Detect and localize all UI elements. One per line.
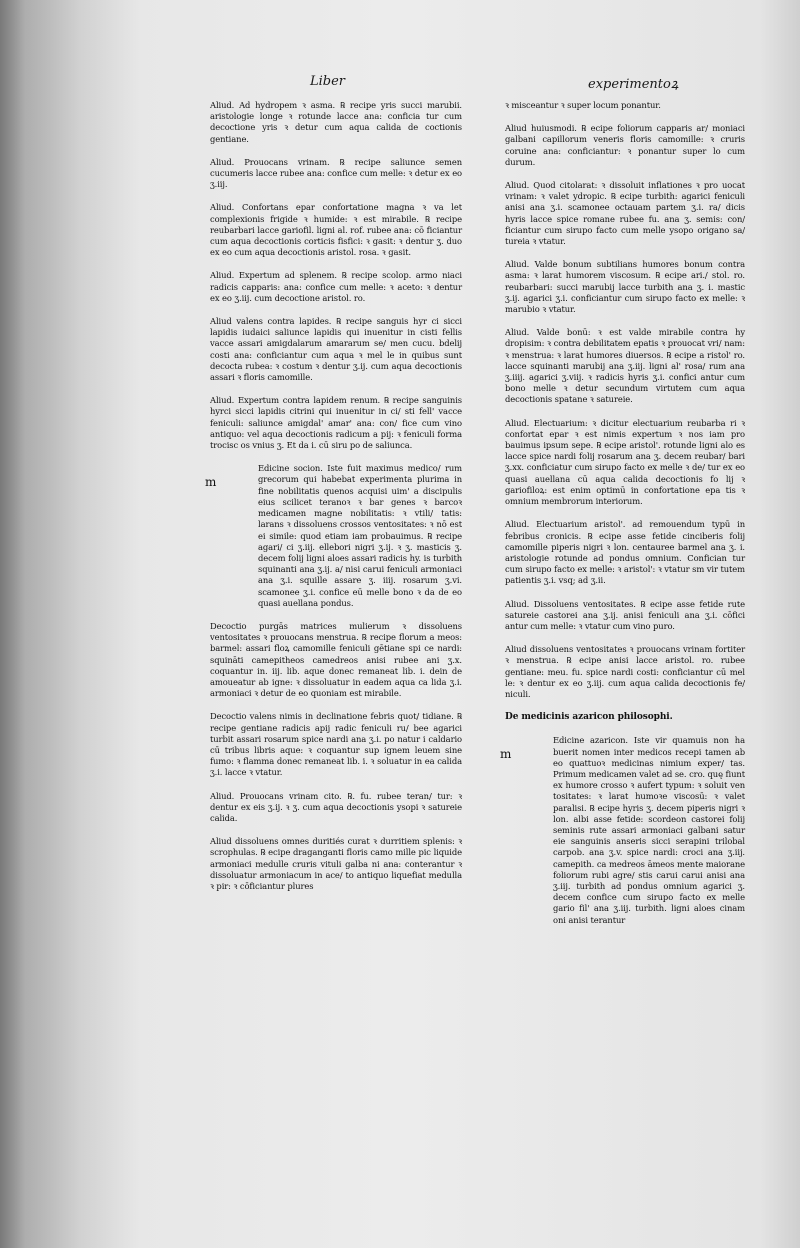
recipe-paragraph: ꝛ misceantur ꝛ super locum ponantur.: [505, 100, 661, 110]
recipe-paragraph: Aliud dissoluens ventositates ꝛ prouocans vrinam fortiter ꝛ menstrua. ℞ ecipe anisi lacce aristol. ro. rubee gentiane: meu. fu. spice nardi costi: conficiantur cū mel le: ꝛ dentur ex eo ʒ.iij. cum aqua calida decoctionis fe/ niculi.: [505, 644, 745, 699]
dropcap-guide-letter: m: [500, 747, 512, 762]
section-opening-paragraph: Edicine azaricon. Iste vir quamuis non ha buerit nomen inter medicos recepi tamen ab eo quattuoꝛ medicinas nimium exper/ tas. Primum medicamen valet ad se. cro. quę fiunt ex humore crosso ꝛ aufert typum: ꝛ soluit ven tositates: ꝛ larat humoꝛe viscosū: ꝛ valet paralisi. ℞ ecipe hyris ʒ. decem piperis nigri ꝛ lon. albi asse fetide: scordeon castorei folij seminis rute assari armoniaci galbani satur eie sanguinis anseris sicci serapini trilobal carpob. ana ʒ.v. spice nardi: croci ana ʒ.iij. camepith. ca medreos āmeos mente maiorane foliorum rubi agre/ stis carui carui anisi ana ʒ.iij. turbith ad pondus omnium agarici ʒ. decem confice cum sirupo facto ex melle gario fil' ana ʒ.iij. turbith. ligni aloes cinam oni anisi terantur: [553, 735, 745, 925]
recipe-paragraph: Decoctio purgās matrices mulierum ꝛ dissoluens ventositates ꝛ prouocans menstrua. ℞ recipe florum a meos: barmel: assari floꝝ camomille feniculi gētiane spi ce nardi: squināti camepitheos camedreos anisi rubee ani ʒ.x. coquantur in. iij. lib. aque donec remaneat lib. i. dein de amoueatur ab igne: ꝛ dissoluatur in eadem aqua ca lida ʒ.i. armoniaci ꝛ detur de eo quoniam est mirabile.: [210, 620, 462, 699]
recipe-paragraph: Aliud. Dissoluens ventositates. ℞ ecipe asse fetide rute satureie castorei ana ʒ.ij. anisi feniculi ana ʒ.i. cōfici antur cum melle: ꝛ vtatur cum vino puro.: [505, 598, 745, 631]
dropcap-section: [205, 463, 462, 609]
recipe-paragraph: Decoctio valens nimis in declinatione febris quot/ tidiane. ℞ recipe gentiane radicis apij radic feniculi ru/ bee agarici turbit assari rosarum spice nardi ana ʒ.i. po natur i caldario cū tribus libris aque: ꝛ coquantur sup ignem leuem sine fumo: ꝛ flamma donec remaneat lib. i. ꝛ soluatur in ea calida ʒ.i. lacce ꝛ vtatur.: [210, 711, 462, 778]
section-opening-paragraph: Edicine socion. Iste fuit maximus medico/ rum grecorum qui habebat experimenta plurima in fine nobilitatis quenos acquisi uim' a discipulis eius scilicet teranoꝛ ꝛ bar genes ꝛ barcoꝛ medicamen magne nobilitatis: ꝛ vtili/ tatis: larans ꝛ dissoluens crossos ventositates: ꝛ nō est ei simile: quod etiam iam probauimus. ℞ recipe agari/ ci ʒ.iij. ellebori nigri ʒ.ij. ꝛ ʒ. masticis ʒ. decem folij ligni aloes assari radicis hy. is turbith squinanti ana ʒ.ij. a/ nisi carui feniculi armoniaci ana ʒ.i. squille assare ʒ. iiij. rosarum ʒ.vi. scamonee ʒ.i. confice eū melle bono ꝛ da de eo quasi auellana pondus.: [258, 463, 462, 608]
recipe-paragraph: Aliud. Electuarium: ꝛ dicitur electuarium reubarba ri ꝛ confortat epar ꝛ est nimis expertum ꝛ nos iam pro bauimus ipsum sepe. ℞ ecipe aristol'. rotunde ligni alo es lacce spice nardi folij rosarum ana ʒ. decem reubar/ bari ʒ.xx. conficiatur cum sirupo facto ex melle ꝛ de/ tur ex eo quasi auellana cū aqua calida decoctionis fo lij ꝛ gariofiloꝝ: est enim optimū in confortatione epa tis ꝛ omnium membrorum interiorum.: [505, 417, 745, 507]
dropcap-section: [500, 735, 745, 925]
right-column: [500, 100, 745, 938]
recipe-paragraph: Aliud. Expertum ad splenem. ℞ recipe scolop. armo niaci radicis capparis: ana: confice cum melle: ꝛ aceto: ꝛ dentur ex eo ʒ.iij. cum decoctione aristol. ro.: [210, 270, 462, 303]
section-title: De medicinis azaricon philosophi.: [505, 712, 673, 723]
recipe-paragraph: Aliud. Prouocans vrinam cito. ℞. fu. rubee teran/ tur: ꝛ dentur ex eis ʒ.ij. ꝛ ʒ. cum aqua decoctionis ysopi ꝛ satureie calida.: [210, 790, 462, 823]
recipe-paragraph: Aliud. Prouocans vrinam. ℞ recipe saliunce semen cucumeris lacce rubee ana: confice cum melle: ꝛ detur ex eo ʒ.iij.: [210, 156, 462, 190]
recipe-paragraph: Aliud huiusmodi. ℞ ecipe foliorum capparis ar/ moniaci galbani capillorum veneris floris camomille: ꝛ cruris coruine ana: conficiantur: ꝛ ponantur super lo cum durum.: [505, 123, 745, 167]
dropcap-guide-letter: m: [205, 475, 217, 490]
recipe-paragraph: Aliud. Electuarium aristol'. ad remouendum typū in febribus cronicis. ℞ ecipe asse fetide cinciberis folij camomille piperis nigri ꝛ lon. centauree barmel ana ʒ. i. aristologie rotunde ad pondus omnium. Confician tur cum sirupo facto ex melle: ꝛ aristol': ꝛ vtatur sm vir tutem patientis ʒ.i. vsq; ad ʒ.ii.: [505, 519, 745, 586]
running-head-right: experimentoꝝ: [588, 77, 679, 92]
recipe-paragraph: Aliud. Valde bonū: ꝛ est valde mirabile contra hy dropisim: ꝛ contra debilitatem epatis ꝛ prouocat vri/ nam: ꝛ menstrua: ꝛ larat humores diuersos. ℞ ecipe a ristol' ro. lacce squinanti marubij ana ʒ.iij. ligni al' rosa/ rum ana ʒ.iiij. agarici ʒ.viij. ꝛ radicis hyris ʒ.i. confici antur cum bono melle ꝛ detur secundum virtutem cum aqua decoctionis spatane ꝛ satureie.: [505, 327, 745, 405]
left-column: [205, 100, 462, 904]
running-head-left: Liber: [310, 74, 346, 89]
page-gutter-shadow: [0, 0, 140, 1248]
recipe-paragraph: Aliud dissoluens omnes duritiés curat ꝛ durritiem splenis: ꝛ scrophulas. ℞ ecipe draganganti floris camo mille pic liquide armoniaci medulle cruris vituli galba ni ana: conterantur ꝛ dissoluatur armoniacum in ace/ to antiquo liquefiat medulla ꝛ pir: ꝛ cōficiantur plures: [210, 836, 462, 891]
recipe-paragraph: Aliud. Confortans epar confortatione magna ꝛ va let complexionis frigide ꝛ humide: ꝛ est mirabile. ℞ recipe reubarbari lacce gariofil. ligni al. rof. rubee ana: cō ficiantur cum aqua decoctionis corticis fisfici: ꝛ gasit: ꝛ dentur ʒ. duo ex eo cum aqua decoctionis aristol. rosa. ꝛ gasit.: [210, 202, 462, 258]
recipe-paragraph: Aliud. Valde bonum subtilians humores bonum contra asma: ꝛ larat humorem viscosum. ℞ ecipe ari./ stol. ro. reubarbari: succi marubij lacce turbith ana ʒ. i. mastic ʒ.ij. agarici ʒ.i. conficiantur cum sirupo facto ex melle: ꝛ marubio ꝛ vtatur.: [505, 259, 745, 315]
recipe-paragraph: Aliud. Ad hydropem ꝛ asma. ℞ recipe yris succi marubii. aristologie longe ꝛ rotunde lacce ana: conficia tur cum decoctione yris ꝛ detur cum aqua calida de coctionis gentiane.: [210, 100, 462, 144]
recipe-paragraph: Aliud. Expertum contra lapidem renum. ℞ recipe sanguinis hyrci sicci lapidis citrini qui inuenitur in ci/ sti fell' vacce feniculi: saliunce amigdal' amar' ana: con/ fice cum vino antiquo: vel aqua decoctionis radicum a pij: ꝛ feniculi forma trocisc os vnius ʒ. Et da i. cū siru po de saliunca.: [210, 395, 462, 451]
recipe-paragraph: Aliud valens contra lapides. ℞ recipe sanguis hyr ci sicci lapidis iudaici saliunce lapidis qui inuenitur in cisti fellis vacce assari amigdalarum amararum se/ men cucu. bdelij costi ana: conficiantur cum aqua ꝛ mel le in quibus sunt decocta rubea: ꝛ costum ꝛ dentur ʒ.ij. cum aqua decoctionis assari ꝛ floris camomille.: [210, 316, 462, 383]
recipe-paragraph: Aliud. Quod citolarat: ꝛ dissoluit inflationes ꝛ pro uocat vrinam: ꝛ valet ydropic. ℞ ecipe turbith: agarici feniculi anisi ana ʒ.i. scamonee octauam partem ʒ.i. ra/ dicis hyris lacce spice romane rubee fu. ana ʒ. semis: con/ ficiantur cum sirupo facto cum melle ysopo origano sa/ tureia ꝛ vtatur.: [505, 180, 745, 247]
